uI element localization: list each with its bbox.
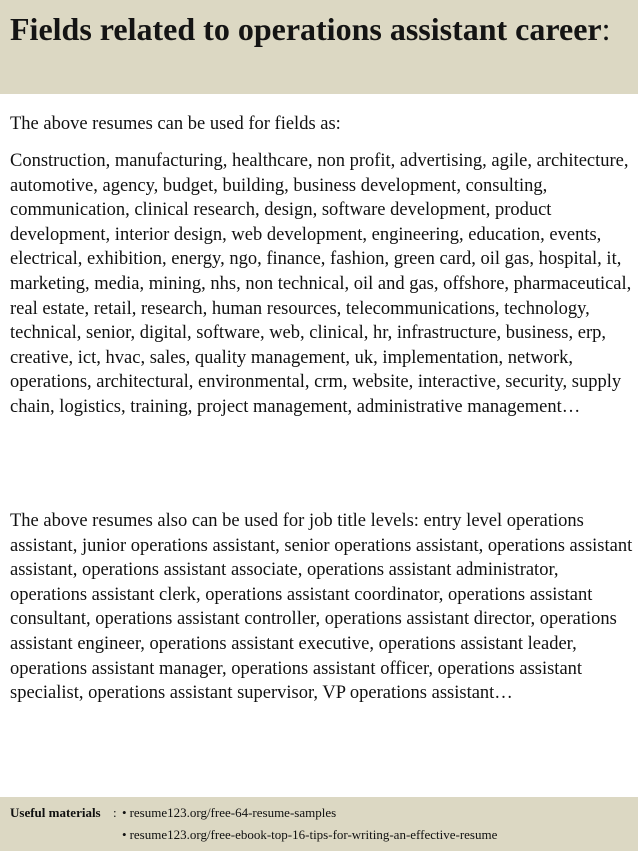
useful-materials-colon: : — [113, 805, 117, 820]
resume-samples-link[interactable] — [122, 805, 336, 821]
title-banner — [0, 0, 638, 94]
useful-materials-footer — [0, 797, 638, 851]
ebook-tips-link-text: resume123.org/free-ebook-top-16-tips-for-writing-an-effective-resume — [129, 827, 498, 842]
job-title-levels: The above resumes also can be used for job title levels: entry level operations assistant, junior operations assistant, senior operations assistant, operations assistant assistant, operations assistant associate, operations assistant administrator, operations assistant clerk, operations assistant coordinator, operations assistant consultant, operations assistant controller, operations assistant director, operations assistant engineer, operations assistant executive, operations assistant leader, operations assistant manager, operations assistant officer, operations assistant specialist, operations assistant supervisor, VP operations assistant… — [10, 511, 633, 704]
page-title-colon: : — [601, 11, 611, 47]
fields-intro: The above resumes can be used for fields as: — [10, 114, 341, 134]
useful-materials-label: Useful materials — [10, 805, 101, 820]
ebook-tips-link[interactable] — [122, 827, 497, 843]
bullet-icon: • — [122, 805, 127, 820]
bullet-icon: • — [122, 827, 127, 842]
resume-samples-link-text: resume123.org/free-64-resume-samples — [129, 805, 337, 820]
fields-list: Construction, manufacturing, healthcare, non profit, advertising, agile, architecture, automotive, agency, budget, building, business development, consulting, communication, clinical research, design, software development, product development, interior design, web development, engineering, education, events, electrical, exhibition, energy, ngo, finance, fashion, green card, oil gas, hospital, it, marketing, media, mining, nhs, non technical, oil and gas, offshore, pharmaceutical, real estate, retail, research, human resources, telecommunications, technology, technical, senior, digital, software, web, clinical, hr, infrastructure, business, erp, creative, ict, hvac, sales, quality management, uk, implementation, network, operations, architectural, environmental, crm, website, interactive, security, supply chain, logistics, training, project management, administrative management… — [10, 151, 632, 417]
page-title — [10, 10, 630, 49]
page-title-text: Fields related to operations assistant career — [10, 11, 602, 47]
